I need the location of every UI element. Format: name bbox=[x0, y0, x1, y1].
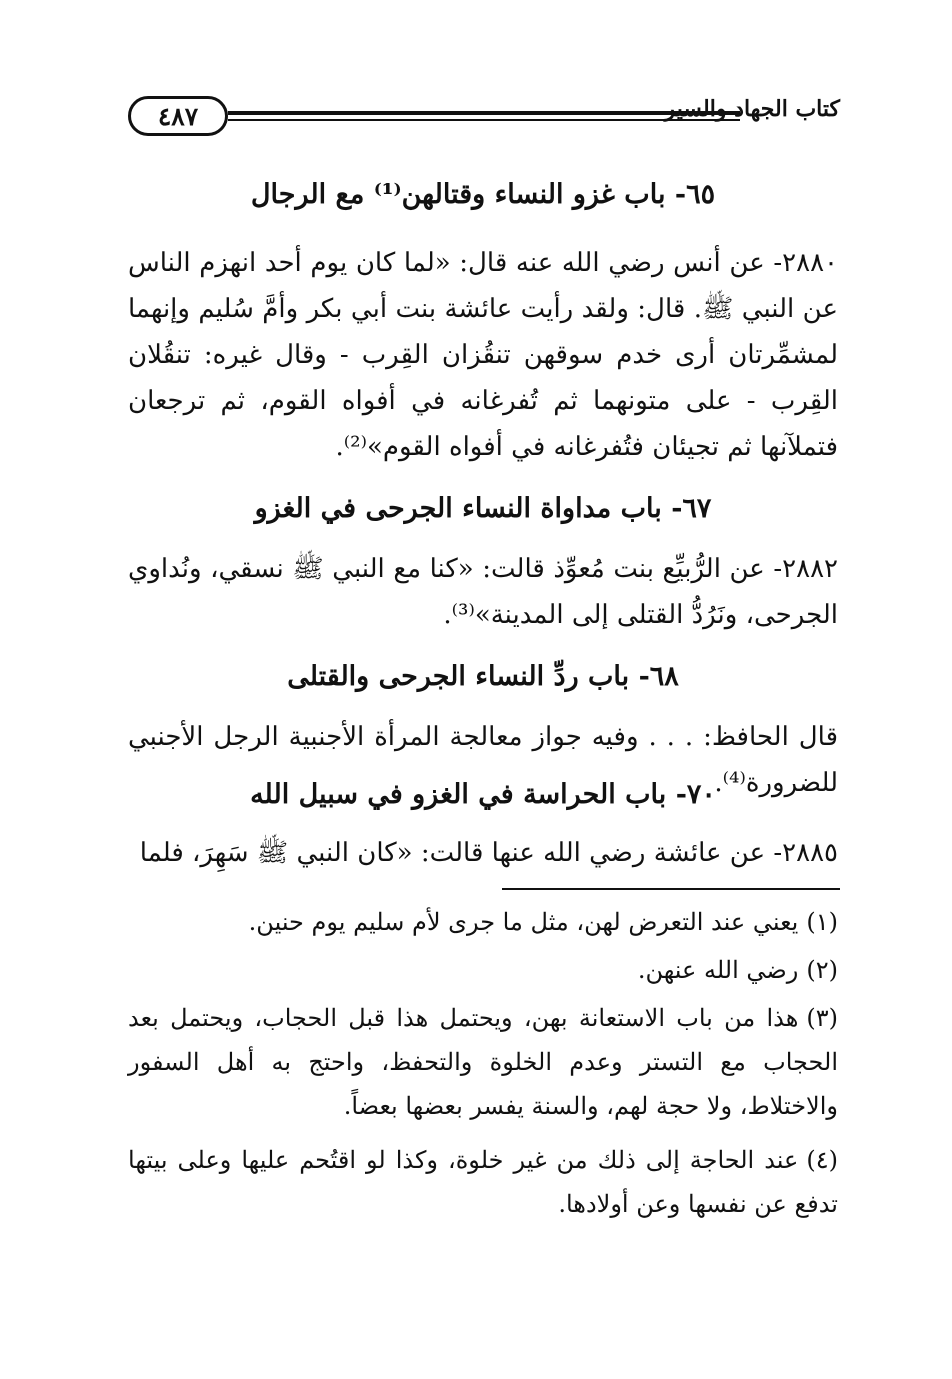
footnote-separator bbox=[502, 888, 840, 890]
page-number: ٤٨٧ bbox=[128, 96, 228, 136]
footnote-number: (٣) bbox=[806, 1004, 839, 1032]
footnote-text: يعني عند التعرض لهن، مثل ما جرى لأم سليم يوم حنين. bbox=[248, 908, 799, 936]
chapter-heading-text: ٦٨- باب ردِّ النساء الجرحى والقتلى bbox=[287, 661, 679, 692]
chapter-heading-text: ٦٧- باب مداواة النساء الجرحى في الغزو bbox=[254, 493, 712, 524]
chapter-heading bbox=[128, 172, 838, 218]
chapter-heading bbox=[128, 654, 838, 700]
quote-paragraph: قال الحافظ: . . . وفيه جواز معالجة المرأة الأجنبية الرجل الأجنبي للضرورة⁽⁴⁾. bbox=[128, 722, 838, 798]
footnote bbox=[128, 996, 838, 1128]
footnote-text: هذا من باب الاستعانة بهن، ويحتمل هذا قبل الحجاب، ويحتمل بعد الحجاب مع التستر وعدم الخلوة والتحفظ، واحتج به أهل السفور والاختلاط، ولا حجة لهم، والسنة يفسر بعضها بعضاً. bbox=[128, 1004, 838, 1120]
footnote bbox=[128, 900, 838, 944]
footnote-number: (٤) bbox=[806, 1146, 838, 1174]
chapter-heading bbox=[128, 486, 838, 532]
footnote-text: عند الحاجة إلى ذلك من غير خلوة، وكذا لو اقتُحم عليها وعلى بيتها تدفع عن نفسها وعن أولادها. bbox=[128, 1146, 838, 1218]
chapter-heading bbox=[128, 772, 838, 818]
footnote-text: رضي الله عنهن. bbox=[637, 956, 799, 984]
book-title: كتاب الجهاد والسير bbox=[664, 96, 840, 122]
hadith-paragraph: ٢٨٨٢- عن الرُّبيِّع بنت مُعوِّذ قالت: «كنا مع النبي ﷺ نسقي، ونُداوي الجرحى، ونَرُدُّ القتلى إلى المدينة»⁽³⁾. bbox=[128, 554, 838, 630]
hadith-paragraph: ٢٨٨٥- عن عائشة رضي الله عنها قالت: «كان النبي ﷺ سَهِرَ، فلما bbox=[139, 838, 838, 868]
hadith-paragraph: ٢٨٨٠- عن أنس رضي الله عنه قال: «لما كان يوم أحد انهزم الناس عن النبي ﷺ. قال: ولقد رأيت عائشة بنت أبي بكر وأمَّ سُليم وإنهما لمشمِّرتان أرى خدم سوقهن تنقُزان القِرب - وقال غيره: تنقُلان القِرب - على متونهما ثم تُفرغانه في أفواه القوم، ثم ترجعان فتملآنها ثم تجيئان فتُفرغانه في أفواه القوم»⁽²⁾. bbox=[128, 248, 838, 462]
chapter-heading-text: ٧٠- باب الحراسة في الغزو في سبيل الله bbox=[250, 779, 716, 810]
footnote bbox=[128, 948, 838, 992]
chapter-heading-text: ٦٥- باب غزو النساء وقتالهن⁽¹⁾ مع الرجال bbox=[250, 179, 716, 210]
footnote-number: (١) bbox=[806, 908, 838, 936]
footnote-number: (٢) bbox=[806, 956, 838, 984]
footnote bbox=[128, 1138, 838, 1226]
page-header bbox=[120, 92, 840, 144]
